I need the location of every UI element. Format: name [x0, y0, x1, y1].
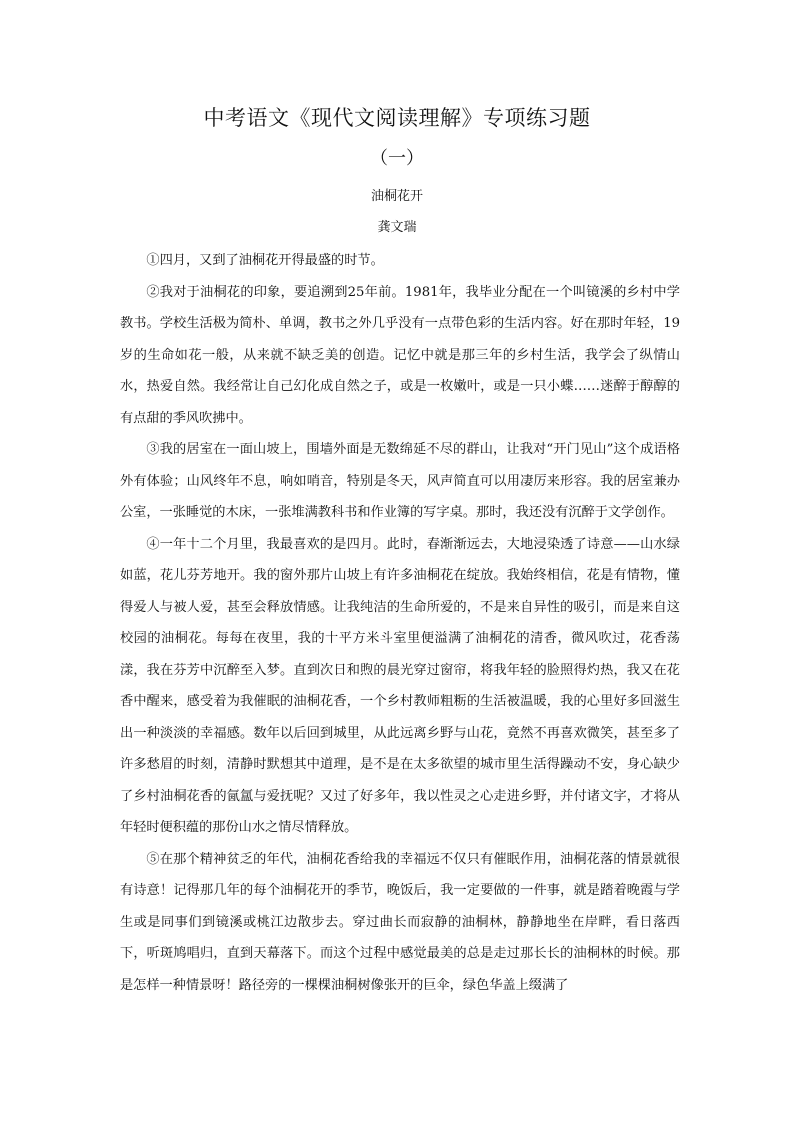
article-title: 油桐花开 — [370, 189, 423, 204]
paragraph-1: ①四月，又到了油桐花开得最盛的时节。 — [146, 253, 384, 268]
article-body — [120, 245, 680, 1001]
document-title: 中考语文《现代文阅读理解》专项练习题 — [203, 106, 591, 130]
article-author: 龚文瑞 — [377, 220, 417, 235]
section-number: （一） — [370, 148, 424, 169]
paragraph-5: ⑤在那个精神贫乏的年代，油桐花香给我的幸福远不仅只有催眠作用，油桐花落的情景就很有诗意！记得那几年的每个油桐花开的季节，晚饭后，我一定要做的一件事，就是踏着晚霞与学生或是同事们到镜溪或桃江边散步去。穿过曲长而寂静的油桐林，静静地坐在岸畔，看日落西下，听斑鸠唱归，直到天幕落下。而这个过程中感觉最美的总是走过那长长的油桐林的时候。那是怎样一种情景呀！路径旁的一棵棵油桐树像张开的巨伞，绿色华盖上缀满了 — [120, 851, 680, 993]
paragraph-3: ③我的居室在一面山坡上，围墙外面是无数绵延不尽的群山，让我对“开门见山”这个成语格外有体验；山风终年不息，响如哨音，特别是冬天，风声简直可以用凄厉来形容。我的居室兼办公室，一张睡觉的木床，一张堆满教科书和作业簿的写字桌。那时，我还没有沉醉于文学创作。 — [120, 442, 680, 520]
paragraph-2: ②我对于油桐花的印象，要追溯到25年前。1981年，我毕业分配在一个叫镜溪的乡村中学教书。学校生活极为简朴、单调，教书之外几乎没有一点带色彩的生活内容。好在那时年轻，19岁的生命如花一般，从来就不缺乏美的创造。记忆中就是那三年的乡村生活，我学会了纵情山水，热爱自然。我经常让自己幻化成自然之子，或是一枚嫩叶，或是一只小蝶……迷醉于醇醇的有点甜的季风吹拂中。 — [120, 284, 680, 426]
paragraph-4: ④一年十二个月里，我最喜欢的是四月。此时，春渐渐远去，大地浸染透了诗意——山水绿如蓝，花儿芬芳地开。我的窗外那片山坡上有许多油桐花在绽放。我始终相信，花是有情物，懂得爱人与被人爱，甚至会释放情感。让我纯洁的生命所爱的，不是来自异性的吸引，而是来自这校园的油桐花。每每在夜里，我的十平方米斗室里便溢满了油桐花的清香，微风吹过，花香荡漾，我在芬芳中沉醉至入梦。直到次日和煦的晨光穿过窗帘，将我年轻的脸照得灼热，我又在花香中醒来，感受着为我催眠的油桐花香，一个乡村教师粗粝的生活被温暖，我的心里好多回滋生出一种淡淡的幸福感。数年以后回到城里，从此远离乡野与山花，竟然不再喜欢微笑，甚至多了许多愁眉的时刻，清静时默想其中道理，是不是在太多欲望的城市里生活得躁动不安，身心缺少了乡村油桐花香的氤氲与爱抚呢？又过了好多年，我以性灵之心走进乡野，并付诸文字，才将从年轻时便积蕴的那份山水之情尽情释放。 — [120, 536, 680, 835]
